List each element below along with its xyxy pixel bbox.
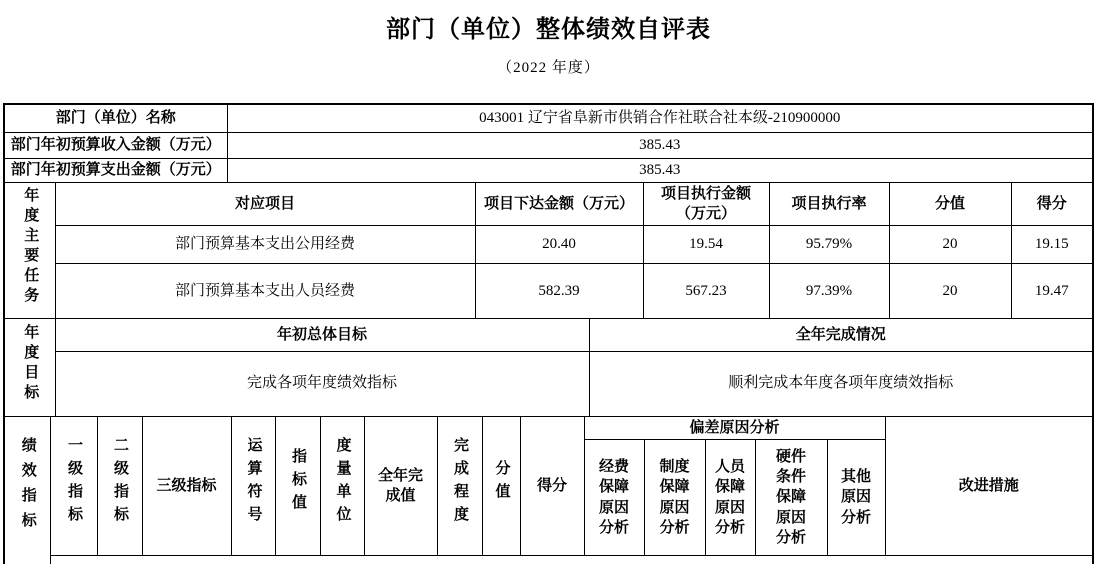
task-score-value: 20 [889, 264, 1011, 319]
info-value-budget-expenditure: 385.43 [227, 158, 1092, 182]
task-execution-rate: 97.39% [769, 264, 889, 319]
section-label-performance: 绩效指标 [5, 417, 50, 564]
col-header-operator: 运算符号 [231, 417, 275, 556]
annual-goal-section [5, 319, 1092, 417]
info-label-department-name: 部门（单位）名称 [5, 105, 227, 132]
cutoff-row [50, 556, 1092, 564]
page-title: 部门（单位）整体绩效自评表 [386, 17, 711, 43]
col-header-issued-amount: 项目下达金额（万元） [475, 183, 643, 226]
col-header-indicator-value: 指标值 [275, 417, 320, 556]
task-issued-amount: 20.40 [475, 226, 643, 264]
col-header-perf-score-value: 分值 [482, 417, 520, 556]
col-header-completion-degree: 完成程度 [437, 417, 482, 556]
info-value-department-name: 043001 辽宁省阜新市供销合作社联合社本级-210900000 [227, 105, 1092, 132]
info-label-budget-income: 部门年初预算收入金额（万元） [5, 132, 227, 158]
page-subtitle: （2022 年度） [497, 60, 600, 76]
task-issued-amount: 582.39 [475, 264, 643, 319]
info-section [5, 105, 1092, 183]
performance-section [5, 417, 1092, 564]
annual-tasks-section [5, 183, 1092, 320]
info-value-budget-income: 385.43 [227, 132, 1092, 158]
task-project: 部门预算基本支出人员经费 [55, 264, 475, 319]
task-executed-amount: 567.23 [643, 264, 769, 319]
info-label-budget-expenditure: 部门年初预算支出金额（万元） [5, 158, 227, 182]
col-header-score: 得分 [1011, 183, 1092, 226]
col-header-level2: 二级指标 [97, 417, 142, 556]
col-header-unit: 度量单位 [320, 417, 364, 556]
task-score: 19.47 [1011, 264, 1092, 319]
col-header-deviation-hardware: 硬件条件保障原因分析 [755, 440, 827, 556]
goal-initial-value: 完成各项年度绩效指标 [55, 351, 589, 416]
task-score: 19.15 [1011, 226, 1092, 264]
col-header-deviation-group: 偏差原因分析 [584, 417, 885, 440]
col-header-deviation-personnel: 人员保障原因分析 [705, 440, 755, 556]
task-score-value: 20 [889, 226, 1011, 264]
goal-completion-value: 顺利完成本年度各项年度绩效指标 [589, 351, 1092, 416]
section-label-annual-goal: 年度目标 [5, 319, 55, 416]
col-header-completion: 全年完成情况 [589, 319, 1092, 351]
col-header-level1: 一级指标 [50, 417, 97, 556]
col-header-execution-rate: 项目执行率 [769, 183, 889, 226]
col-header-perf-score: 得分 [520, 417, 584, 556]
task-project: 部门预算基本支出公用经费 [55, 226, 475, 264]
col-header-score-value: 分值 [889, 183, 1011, 226]
task-executed-amount: 19.54 [643, 226, 769, 264]
col-header-project: 对应项目 [55, 183, 475, 226]
col-header-deviation-funding: 经费保障原因分析 [584, 440, 644, 556]
task-row [5, 226, 1092, 264]
col-header-deviation-other: 其他原因分析 [827, 440, 885, 556]
task-execution-rate: 95.79% [769, 226, 889, 264]
task-row [5, 264, 1092, 319]
col-header-improvement: 改进措施 [885, 417, 1092, 556]
col-header-executed-amount: 项目执行金额（万元） [643, 183, 769, 226]
col-header-deviation-system: 制度保障原因分析 [644, 440, 705, 556]
col-header-annual-completion-value: 全年完成值 [364, 417, 437, 556]
col-header-initial-goal: 年初总体目标 [55, 319, 589, 351]
self-evaluation-table [3, 103, 1094, 564]
col-header-level3: 三级指标 [142, 417, 231, 556]
section-label-annual-tasks: 年度主要任务 [5, 183, 55, 319]
